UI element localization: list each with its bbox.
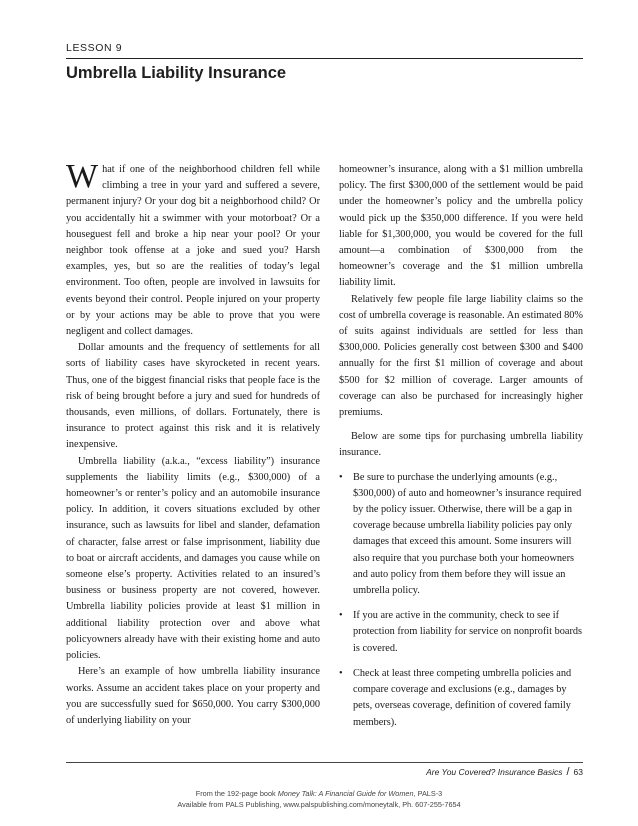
list-item: • Be sure to purchase the underlying amounts (e.g., $300,000) of auto and homeowner’s insurance required by the policy issuer. Otherwise, there will be a gap in coverage because umbrella liability policies pay only damages that exceed this amount. Some insurers will also require that you purchase both your homeowners and auto policy from them before they will issue an umbrella policy.: [339, 470, 583, 600]
credit-book-title: Money Talk: A Financial Guide for Women: [277, 789, 414, 798]
footer-slash: /: [566, 766, 570, 778]
credit-line: [0, 788, 638, 810]
header-rule: [66, 58, 583, 59]
credit-line-1: [0, 788, 638, 799]
credit-line-2: Available from PALS Publishing, www.palspublishing.com/moneytalk, Ph. 607-255-7654: [177, 800, 461, 809]
paragraph-intro-text: hat if one of the neighborhood children fell while climbing a tree in your yard and suffered a severe, permanent injury? Or your dog bit a neighborhood child? Or you accidentally hit a swimmer with your motorboat? Or a houseguest fell and broke a hip near your pool? Or your neighbor took offense at a joke and sued you? Harsh examples, yes, but so are the realities of today’s legal environment. Too often, people are involved in lawsuits for events beyond their control. People injured on your property or by your actions may be able to prove that you were negligent and collect damages.: [66, 164, 320, 338]
right-column: [339, 162, 583, 740]
lesson-label: LESSON 9: [66, 42, 123, 54]
drop-cap: W: [66, 158, 99, 195]
paragraph-example-start: Here’s an example of how umbrella liability insurance works. Assume an accident takes place on your property and you are successfully sued for $650,000. You carry $300,000 of underlying liability on your: [66, 666, 320, 726]
paragraph-cost: Relatively few people file large liability claims so the cost of umbrella coverage is reasonable. An estimated 80% of suits against individuals are settled for less than $300,000. Policies generally cost between $300 and $400 annually for the first $1 million of coverage and about $500 for $2 million of coverage. Larger amounts of coverage can also be purchased for increasingly higher premiums.: [339, 293, 583, 419]
credit-prefix: From the 192-page book: [195, 789, 278, 798]
list-item: • Check at least three competing umbrella policies and compare coverage and exclusions (e.g., damages by pets, overseas coverage, definition of covered family members).: [339, 666, 583, 731]
paragraph-settlements: Dollar amounts and the frequency of settlements for all sorts of liability cases have skyrocketed in recent years. Thus, one of the biggest financial risks that people face is the risk of being brought before a jury and sued for hundreds of thousands, even millions, of dollars. Fortunately, there is insurance to protect against this risk and it is relatively inexpensive.: [66, 342, 320, 451]
credit-suffix: , PALS-3: [413, 789, 443, 798]
tips-list: [339, 470, 583, 731]
page-title: Umbrella Liability Insurance: [66, 64, 287, 82]
paragraph-example-continued: homeowner’s insurance, along with a $1 million umbrella policy. The first $300,000 of the settlement would be paid under the homeowner’s policy and the umbrella policy would pick up the $350,000 difference. If you were held liable for $1,300,000, you would be covered for the full amount—a combination of $300,000 from the homeowner’s coverage and the $1 million umbrella liability limit.: [339, 164, 583, 289]
list-item: • If you are active in the community, check to see if protection from liability for service on nonprofit boards is covered.: [339, 608, 583, 657]
footer-rule: [66, 762, 583, 763]
left-column: [66, 158, 320, 729]
paragraph-tips-intro: Below are some tips for purchasing umbrella liability insurance.: [339, 431, 583, 459]
footer-book-title: Are You Covered? Insurance Basics: [426, 767, 563, 777]
paragraph-umbrella-definition: Umbrella liability (a.k.a., “excess liability”) insurance supplements the liability limits (e.g., $300,000) of a homeowner’s or renter’s policy and an automobile insurance policy. In addition, it covers situations excluded by other insurance, such as lawsuits for libel and slander, defamation of character, false arrest or false imprisonment, liability due to boat or aircraft accidents, and damages you cause while on someone else’s property. Activities related to an insured’s business or business property are not covered, however. Umbrella liability policies provide at least $1 million in additional liability protection over and above what policyowners already have with their existing home and auto policies.: [66, 455, 320, 662]
paragraph-intro: [66, 158, 320, 340]
page-number: 63: [573, 767, 583, 777]
running-footer: [426, 766, 583, 778]
